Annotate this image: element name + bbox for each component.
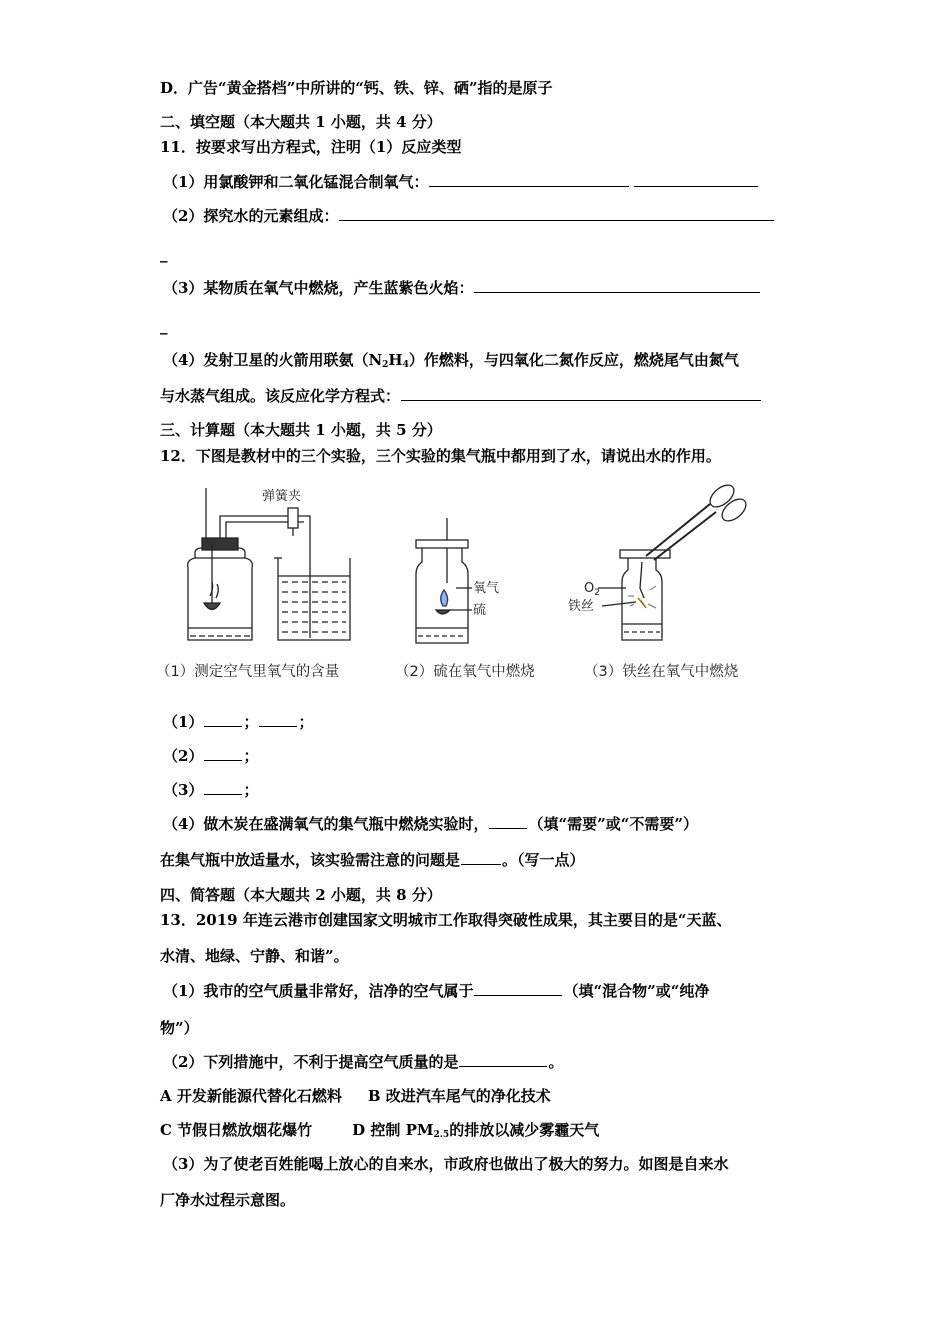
- answer-blank[interactable]: [489, 814, 527, 829]
- question-11-part-2: [163, 206, 775, 226]
- q12-4b-text: 在集气瓶中放适量水，该实验需注意的问题是: [160, 851, 461, 869]
- stray-underscore: _: [160, 317, 168, 335]
- answer-blank[interactable]: [339, 206, 774, 221]
- question-11-part-1: [163, 172, 759, 192]
- separator: ；: [243, 781, 259, 799]
- label-iron-wire: 铁丝: [568, 599, 595, 614]
- q12-4b-hint: 。（写一点）: [502, 851, 585, 869]
- caption-experiment-2: （2）硫在氧气中燃烧: [395, 664, 535, 680]
- q12-2-label: （2）: [163, 747, 204, 765]
- q12-answer-3: [163, 780, 258, 800]
- experiment-3-apparatus: [598, 481, 750, 640]
- q12-4-hint: （填“需要”或“不需要”）: [528, 815, 698, 833]
- option-d-pre: D 控制 PM: [352, 1121, 434, 1139]
- q11-2-text: （2）探究水的元素组成：: [163, 207, 339, 225]
- q12-answer-4-cont: [160, 850, 585, 870]
- q11-1-text: （1）用氯酸钾和二氧化锰混合制氧气：: [163, 173, 429, 191]
- label-clip: 弹簧夹: [262, 489, 302, 504]
- answer-blank[interactable]: [204, 780, 242, 795]
- experiment-figure: [150, 478, 790, 658]
- label-o2-o: O: [584, 581, 595, 596]
- caption-experiment-3: （3）铁丝在氧气中燃烧: [584, 664, 739, 680]
- q11-4-text-post: ）作燃料，与四氧化二氮作反应，燃烧尾气由氮气: [408, 351, 739, 369]
- q12-1-label: （1）: [163, 713, 204, 731]
- q11-4b-text: 与水蒸气组成。该反应化学方程式：: [160, 387, 401, 405]
- q13-2-end: 。: [548, 1053, 564, 1071]
- q13-2-text: （2）下列措施中，不利于提高空气质量的是: [163, 1053, 459, 1071]
- option-d-post: 的排放以减少雾霾天气: [449, 1121, 600, 1139]
- label-sulfur: 硫: [473, 603, 487, 618]
- q11-3-text: （3）某物质在氧气中燃烧，产生蓝紫色火焰：: [163, 279, 474, 297]
- option-a: A 开发新能源代替化石燃料: [160, 1087, 342, 1105]
- stray-underscore: _: [160, 245, 168, 263]
- caption-experiment-1: （1）测定空气里氧气的含量: [156, 664, 340, 680]
- q12-3-label: （3）: [163, 781, 204, 799]
- question-13-part-3-cont: 厂净水过程示意图。: [160, 1191, 296, 1209]
- section-2-heading: 二、填空题（本大题共 1 小题，共 4 分）: [160, 113, 442, 131]
- answer-blank[interactable]: [204, 746, 242, 761]
- question-11-part-4-cont: [160, 386, 762, 406]
- subscript: 4: [402, 360, 409, 370]
- subscript: 2: [382, 360, 389, 370]
- experiment-1-apparatus: [188, 488, 350, 640]
- options-ab: [160, 1086, 551, 1106]
- q12-answer-2: [163, 746, 258, 766]
- question-12: 12．下图是教材中的三个实验，三个实验的集气瓶中都用到了水，请说出水的作用。: [160, 447, 721, 465]
- question-11-part-3: [163, 278, 761, 298]
- question-13-part-1: [163, 981, 709, 1001]
- answer-blank[interactable]: [634, 172, 758, 187]
- answer-blank[interactable]: [401, 386, 761, 401]
- subscript: 2.5: [433, 1130, 450, 1140]
- answer-blank[interactable]: [259, 712, 297, 727]
- option-c: C 节假日燃放烟花爆竹: [160, 1121, 313, 1139]
- answer-blank[interactable]: [459, 1052, 547, 1067]
- separator: ；: [243, 713, 259, 731]
- question-13-part-3: （3）为了使老百姓能喝上放心的自来水，市政府也做出了极大的努力。如图是自来水: [163, 1155, 729, 1173]
- section-3-heading: 三、计算题（本大题共 1 小题，共 5 分）: [160, 421, 442, 439]
- label-oxygen: 氧气: [473, 581, 500, 596]
- answer-blank[interactable]: [474, 981, 562, 996]
- separator: ；: [298, 713, 314, 731]
- option-d-line: D．广告“黄金搭档”中所讲的“钙、铁、锌、硒”指的是原子: [160, 79, 553, 97]
- option-b: B 改进汽车尾气的净化技术: [367, 1087, 551, 1105]
- experiment-2-apparatus: [416, 518, 472, 643]
- section-4-heading: 四、简答题（本大题共 2 小题，共 8 分）: [160, 886, 442, 904]
- q12-4-text: （4）做木炭在盛满氧气的集气瓶中燃烧实验时，: [163, 815, 489, 833]
- label-o2-sub: 2: [594, 588, 600, 598]
- q12-answer-1: [163, 712, 313, 732]
- q11-4-h: H: [388, 351, 403, 369]
- separator: ；: [243, 747, 259, 765]
- q12-answer-4: [163, 814, 698, 834]
- question-13-part-2: [163, 1052, 563, 1072]
- options-cd: [160, 1120, 599, 1140]
- q13-1-text: （1）我市的空气质量非常好，洁净的空气属于: [163, 982, 474, 1000]
- q13-1-hint: （填“混合物”或“纯净: [563, 982, 710, 1000]
- question-11-part-4: [163, 350, 739, 370]
- question-13-part-1-cont: 物”）: [160, 1019, 199, 1037]
- question-11: 11．按要求写出方程式，注明（1）反应类型: [160, 138, 462, 156]
- answer-blank[interactable]: [461, 850, 501, 865]
- q11-4-text-pre: （4）发射卫星的火箭用联氨（N: [163, 351, 383, 369]
- answer-blank[interactable]: [204, 712, 242, 727]
- answer-blank[interactable]: [429, 172, 629, 187]
- question-13-line-2: 水清、地绿、宁静、和谐”。: [160, 947, 349, 965]
- label-o2: [584, 581, 600, 598]
- answer-blank[interactable]: [474, 278, 760, 293]
- question-13-line-1: 13．2019 年连云港市创建国家文明城市工作取得突破性成果，其主要目的是“天蓝、: [160, 911, 732, 929]
